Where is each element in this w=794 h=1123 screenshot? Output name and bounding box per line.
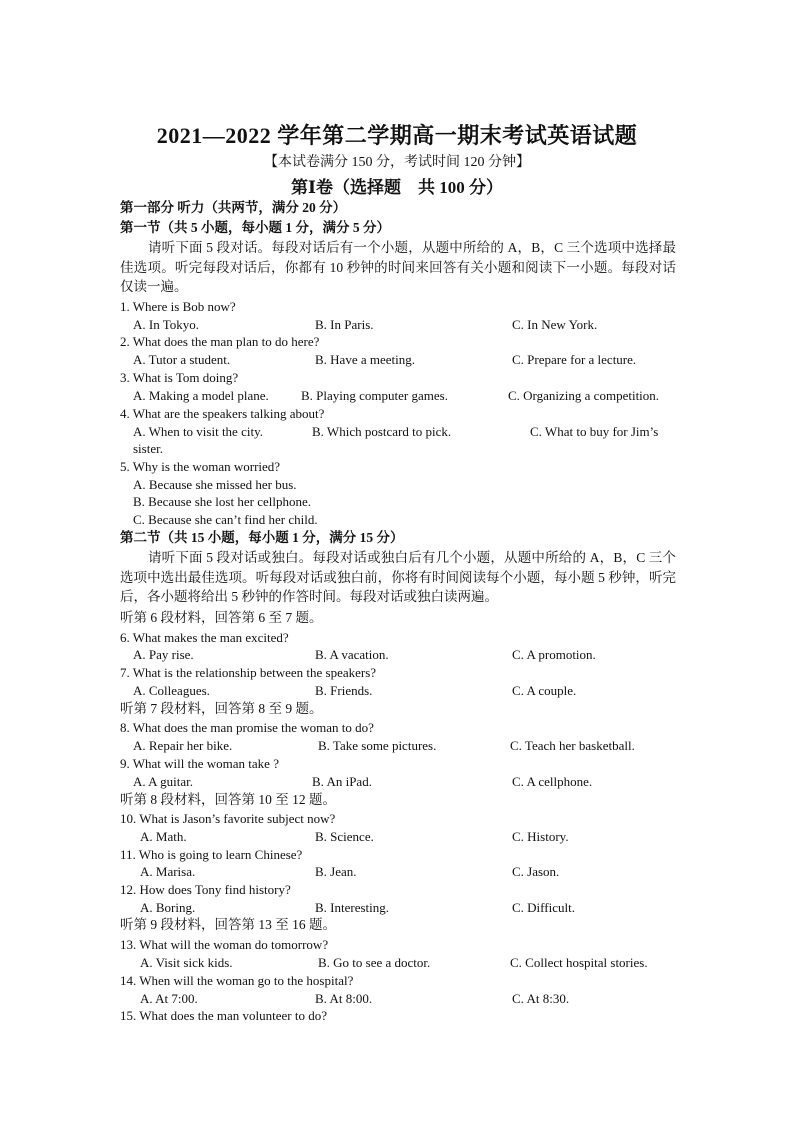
question-9: 9. What will the woman take ?	[120, 756, 279, 771]
question-11: 11. Who is going to learn Chinese?	[120, 847, 303, 862]
q11-option-a: A. Marisa.	[140, 864, 196, 879]
question-15: 15. What does the man volunteer to do?	[120, 1008, 327, 1023]
q8-option-c: C. Teach her basketball.	[510, 738, 635, 753]
q13-option-a: A. Visit sick kids.	[140, 955, 233, 970]
part1-heading: 第一部分 听力（共两节，满分 20 分）	[120, 200, 347, 215]
material-8-instruction: 听第 8 段材料，回答第 10 至 12 题。	[120, 792, 336, 807]
q1-option-a: A. In Tokyo.	[133, 317, 200, 332]
q4-option-a: A. When to visit the city.	[133, 424, 263, 439]
q5-option-b: B. Because she lost her cellphone.	[133, 494, 311, 509]
q7-option-a: A. Colleagues.	[133, 683, 210, 698]
question-2: 2. What does the man plan to do here?	[120, 334, 320, 349]
q11-option-b: B. Jean.	[315, 864, 357, 879]
q14-option-a: A. At 7:00.	[140, 991, 198, 1006]
question-3: 3. What is Tom doing?	[120, 370, 239, 385]
question-10: 10. What is Jason’s favorite subject now?	[120, 811, 336, 826]
q10-option-c: C. History.	[512, 829, 569, 844]
q2-option-a: A. Tutor a student.	[133, 352, 231, 367]
question-8: 8. What does the man promise the woman to do?	[120, 720, 374, 735]
question-7: 7. What is the relationship between the speakers?	[120, 665, 377, 680]
question-14: 14. When will the woman go to the hospital?	[120, 973, 354, 988]
q9-option-a: A. A guitar.	[133, 774, 193, 789]
q6-option-c: C. A promotion.	[512, 647, 596, 662]
q8-option-b: B. Take some pictures.	[318, 738, 437, 753]
question-13: 13. What will the woman do tomorrow?	[120, 937, 329, 952]
question-6: 6. What makes the man excited?	[120, 630, 289, 645]
q3-option-b: B. Playing computer games.	[301, 388, 448, 403]
material-7-instruction: 听第 7 段材料，回答第 8 至 9 题。	[120, 701, 323, 716]
q14-option-b: B. At 8:00.	[315, 991, 373, 1006]
q12-option-b: B. Interesting.	[315, 900, 390, 915]
question-5: 5. Why is the woman worried?	[120, 459, 281, 474]
q3-option-a: A. Making a model plane.	[133, 388, 269, 403]
q13-option-b: B. Go to see a doctor.	[318, 955, 431, 970]
q4-option-b: B. Which postcard to pick.	[312, 424, 452, 439]
section1-instructions: 请听下面 5 段对话。每段对话后有一个小题，从题中所给的 A，B，C 三个选项中选择最佳选项。听完每段对话后，你都有 10 秒钟的时间来回答有关小题和阅读下一小题。每段对话仅读一遍。	[120, 240, 676, 295]
exam-title: 2021—2022 学年第二学期高一期末考试英语试题	[156, 123, 638, 148]
q10-option-a: A. Math.	[140, 829, 187, 844]
question-12: 12. How does Tony find history?	[120, 882, 291, 897]
q9-option-c: C. A cellphone.	[512, 774, 593, 789]
q4-option-c: C. What to buy for Jim’s	[530, 424, 659, 439]
section1-heading: 第一节（共 5 小题，每小题 1 分，满分 5 分）	[120, 220, 390, 235]
q1-option-b: B. In Paris.	[315, 317, 374, 332]
q1-option-c: C. In New York.	[512, 317, 598, 332]
q9-option-b: B. An iPad.	[312, 774, 372, 789]
q5-option-c: C. Because she can’t find her child.	[133, 512, 318, 527]
q4-option-c-continued: sister.	[133, 441, 163, 456]
q8-option-a: A. Repair her bike.	[133, 738, 233, 753]
q5-option-a: A. Because she missed her bus.	[133, 477, 297, 492]
q13-option-c: C. Collect hospital stories.	[510, 955, 648, 970]
volume-title: 第Ⅰ卷（选择题 共 100 分）	[291, 178, 503, 197]
material-9-instruction: 听第 9 段材料，回答第 13 至 16 题。	[120, 917, 336, 932]
section2-instructions: 请听下面 5 段对话或独白。每段对话或独白后有几个小题，从题中所给的 A，B，C 三个选项中选出最佳选项。听每段对话或独白前，你将有时间阅读每个小题，每小题 5 秒钟，听完后，各小题将给出 5 秒钟的作答时间。每段对话或独白读两遍。	[120, 550, 676, 605]
q2-option-c: C. Prepare for a lecture.	[512, 352, 637, 367]
q6-option-a: A. Pay rise.	[133, 647, 194, 662]
section2-heading: 第二节（共 15 小题，每小题 1 分，满分 15 分）	[120, 530, 404, 545]
question-4: 4. What are the speakers talking about?	[120, 406, 325, 421]
q7-option-c: C. A couple.	[512, 683, 577, 698]
q3-option-c: C. Organizing a competition.	[508, 388, 660, 403]
exam-subtitle: 【本试卷满分 150 分，考试时间 120 分钟】	[264, 155, 530, 170]
q11-option-c: C. Jason.	[512, 864, 560, 879]
q2-option-b: B. Have a meeting.	[315, 352, 415, 367]
question-1: 1. Where is Bob now?	[120, 299, 236, 314]
q10-option-b: B. Science.	[315, 829, 374, 844]
material-6-instruction: 听第 6 段材料，回答第 6 至 7 题。	[120, 610, 323, 625]
q12-option-c: C. Difficult.	[512, 900, 575, 915]
q7-option-b: B. Friends.	[315, 683, 373, 698]
q12-option-a: A. Boring.	[140, 900, 196, 915]
q14-option-c: C. At 8:30.	[512, 991, 570, 1006]
q6-option-b: B. A vacation.	[315, 647, 389, 662]
